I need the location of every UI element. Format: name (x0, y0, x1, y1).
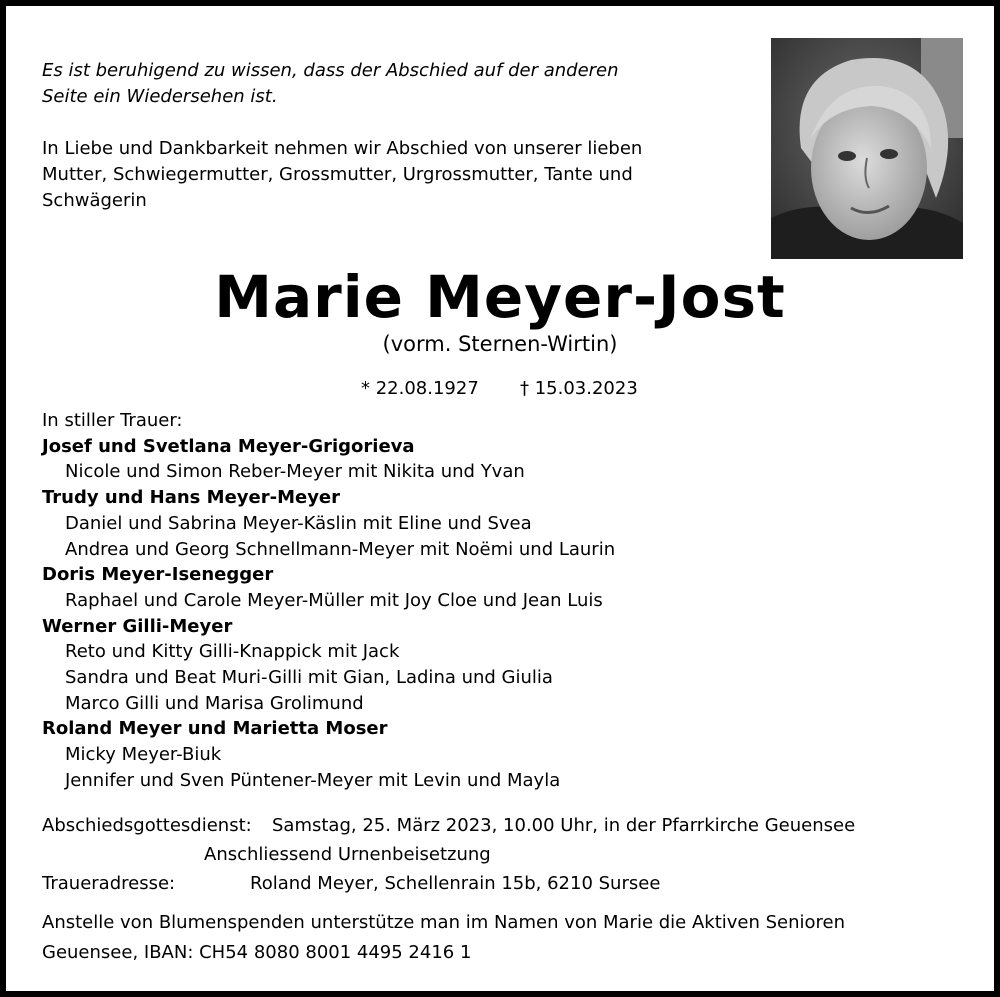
family-member: Sandra und Beat Muri-Gilli mit Gian, Ladina und Giulia (65, 667, 553, 689)
family-member: Andrea und Georg Schnellmann-Meyer mit Noëmi und Laurin (65, 538, 616, 560)
family-member: Nicole und Simon Reber-Meyer mit Nikita und Yvan (65, 461, 525, 483)
donation-text (42, 908, 845, 968)
family-head: Werner Gilli-Meyer (42, 615, 233, 637)
family-member: Marco Gilli und Marisa Grolimund (65, 692, 364, 714)
deceased-name: Marie Meyer-Jost (214, 263, 786, 331)
family-head: Doris Meyer-Isenegger (42, 564, 274, 586)
service-value: Samstag, 25. März 2023, 10.00 Uhr, in der Pfarrkirche Geuensee (272, 815, 856, 836)
family-head: Josef und Svetlana Meyer-Grigorieva (42, 435, 415, 457)
family-member: Raphael und Carole Meyer-Müller mit Joy Cloe und Jean Luis (65, 589, 603, 611)
family-member: Reto und Kitty Gilli-Knappick mit Jack (65, 641, 400, 663)
birth-date: * 22.08.1927 (361, 378, 479, 399)
family-member: Daniel und Sabrina Meyer-Käslin mit Eline und Svea (65, 512, 532, 534)
quote-line: Es ist beruhigend zu wissen, dass der Abschied auf der anderen (42, 60, 619, 81)
mourners-heading: In stiller Trauer: (42, 410, 183, 431)
family-member: Micky Meyer-Biuk (65, 744, 222, 766)
donation-line: Geuensee, IBAN: CH54 8080 8001 4495 2416 1 (42, 942, 472, 963)
service-label: Abschiedsgottesdienst: (42, 815, 252, 836)
address-value: Roland Meyer, Schellenrain 15b, 6210 Sursee (250, 873, 661, 894)
intro-line: Schwägerin (42, 190, 147, 211)
death-date: † 15.03.2023 (520, 378, 638, 399)
quote-line: Seite ein Wiedersehen ist. (42, 86, 278, 107)
portrait-illustration (771, 38, 963, 259)
mourners-list (42, 408, 615, 794)
address-label: Traueradresse: (42, 873, 176, 894)
family-head: Roland Meyer und Marietta Moser (42, 718, 388, 740)
intro-line: Mutter, Schwiegermutter, Grossmutter, Urgrossmutter, Tante und (42, 164, 633, 185)
family-member: Jennifer und Sven Püntener-Meyer mit Levin und Mayla (65, 769, 561, 791)
service-followup: Anschliessend Urnenbeisetzung (204, 844, 491, 865)
donation-line: Anstelle von Blumenspenden unterstütze man im Namen von Marie die Aktiven Senioren (42, 912, 846, 933)
epitaph-quote (42, 58, 619, 110)
intro-line: In Liebe und Dankbarkeit nehmen wir Abschied von unserer lieben (42, 138, 643, 159)
portrait-photo (771, 38, 963, 259)
family-head: Trudy und Hans Meyer-Meyer (42, 487, 341, 509)
deceased-subtitle: (vorm. Sternen-Wirtin) (382, 332, 618, 356)
intro-text (42, 136, 642, 214)
